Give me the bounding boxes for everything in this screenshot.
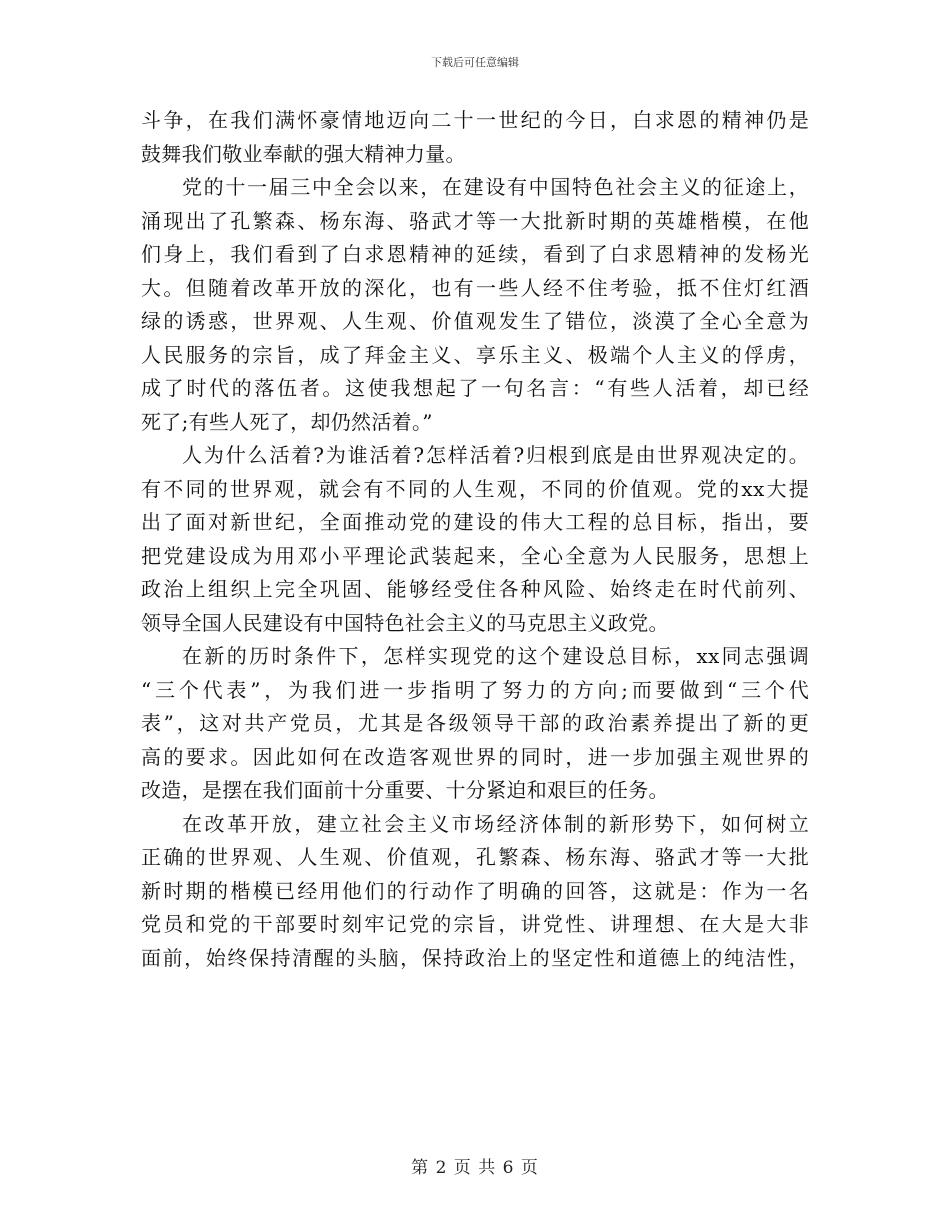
text-line: 人为什么活着?为谁活着?怎样活着?归根到底是由世界观决定的。 bbox=[182, 443, 809, 467]
text-line: 斗争，在我们满怀豪情地迈向二十一世纪的今日，白求恩的精神仍是 bbox=[141, 108, 809, 132]
text-line: 人民服务的宗旨，成了拜金主义、享乐主义、极端个人主义的俘虏， bbox=[141, 342, 809, 367]
text-line: 新时期的楷模已经用他们的行动作了明确的回答，这就是：作为一名 bbox=[141, 878, 809, 903]
text-line: 改造，是摆在我们面前十分重要、十分紧迫和艰巨的任务。 bbox=[141, 778, 669, 802]
text-line: 高的要求。因此如何在改造客观世界的同时，进一步加强主观世界的 bbox=[141, 744, 809, 769]
page-footer: 第 2 页 共 6 页 bbox=[411, 1158, 539, 1178]
paragraph bbox=[141, 171, 809, 439]
text-line: 党的十一届三中全会以来，在建设有中国特色社会主义的征途上， bbox=[182, 175, 809, 199]
text-line: 绿的诱惑，世界观、人生观、价值观发生了错位，淡漠了全心全意为 bbox=[141, 309, 809, 333]
text-line: 死了;有些人死了，却仍然活着。” bbox=[141, 409, 433, 434]
text-line: 涌现出了孔繁森、杨东海、骆武才等一大批新时期的英雄楷模，在他 bbox=[141, 208, 809, 233]
text-line: 党员和党的干部要时刻牢记党的宗旨，讲党性、讲理想、在大是大非 bbox=[141, 912, 809, 936]
document-body bbox=[141, 104, 809, 975]
paragraph bbox=[141, 808, 809, 976]
text-line: 领导全国人民建设有中国特色社会主义的马克思主义政党。 bbox=[141, 610, 669, 635]
text-line: 表”，这对共产党员，尤其是各级领导干部的政治素养提出了新的更 bbox=[141, 711, 809, 735]
text-line: 正确的世界观、人生观、价值观，孔繁森、杨东海、骆武才等一大批 bbox=[141, 845, 809, 869]
text-line: 政治上组织上完全巩固、能够经受住各种风险、始终走在时代前列、 bbox=[141, 577, 809, 601]
text-line: 出了面对新世纪，全面推动党的建设的伟大工程的总目标，指出，要 bbox=[141, 510, 809, 534]
text-line: 在改革开放，建立社会主义市场经济体制的新形势下，如何树立 bbox=[182, 811, 809, 836]
text-line: 面前，始终保持清醒的头脑，保持政治上的坚定性和道德上的纯洁性， bbox=[141, 945, 809, 970]
text-line: 鼓舞我们敬业奉献的强大精神力量。 bbox=[141, 141, 466, 166]
text-line: 大。但随着改革开放的深化，也有一些人经不住考验，抵不住灯红酒 bbox=[141, 275, 809, 300]
text-line: 有不同的世界观，就会有不同的人生观，不同的价值观。党的xx大提 bbox=[141, 476, 809, 501]
text-line: 把党建设成为用邓小平理论武装起来，全心全意为人民服务，思想上 bbox=[141, 543, 809, 568]
paragraph bbox=[141, 640, 809, 808]
text-line: 在新的历时条件下，怎样实现党的这个建设总目标，xx同志强调 bbox=[182, 644, 809, 668]
text-line: “三个代表”，为我们进一步指明了努力的方向;而要做到“三个代 bbox=[141, 677, 809, 702]
page-header: 下载后可任意编辑 bbox=[431, 56, 519, 69]
text-line: 们身上，我们看到了白求恩精神的延续，看到了白求恩精神的发杨光 bbox=[141, 242, 809, 266]
paragraph bbox=[141, 104, 809, 171]
text-line: 成了时代的落伍者。这使我想起了一句名言：“有些人活着，却已经 bbox=[141, 376, 809, 400]
paragraph bbox=[141, 439, 809, 640]
